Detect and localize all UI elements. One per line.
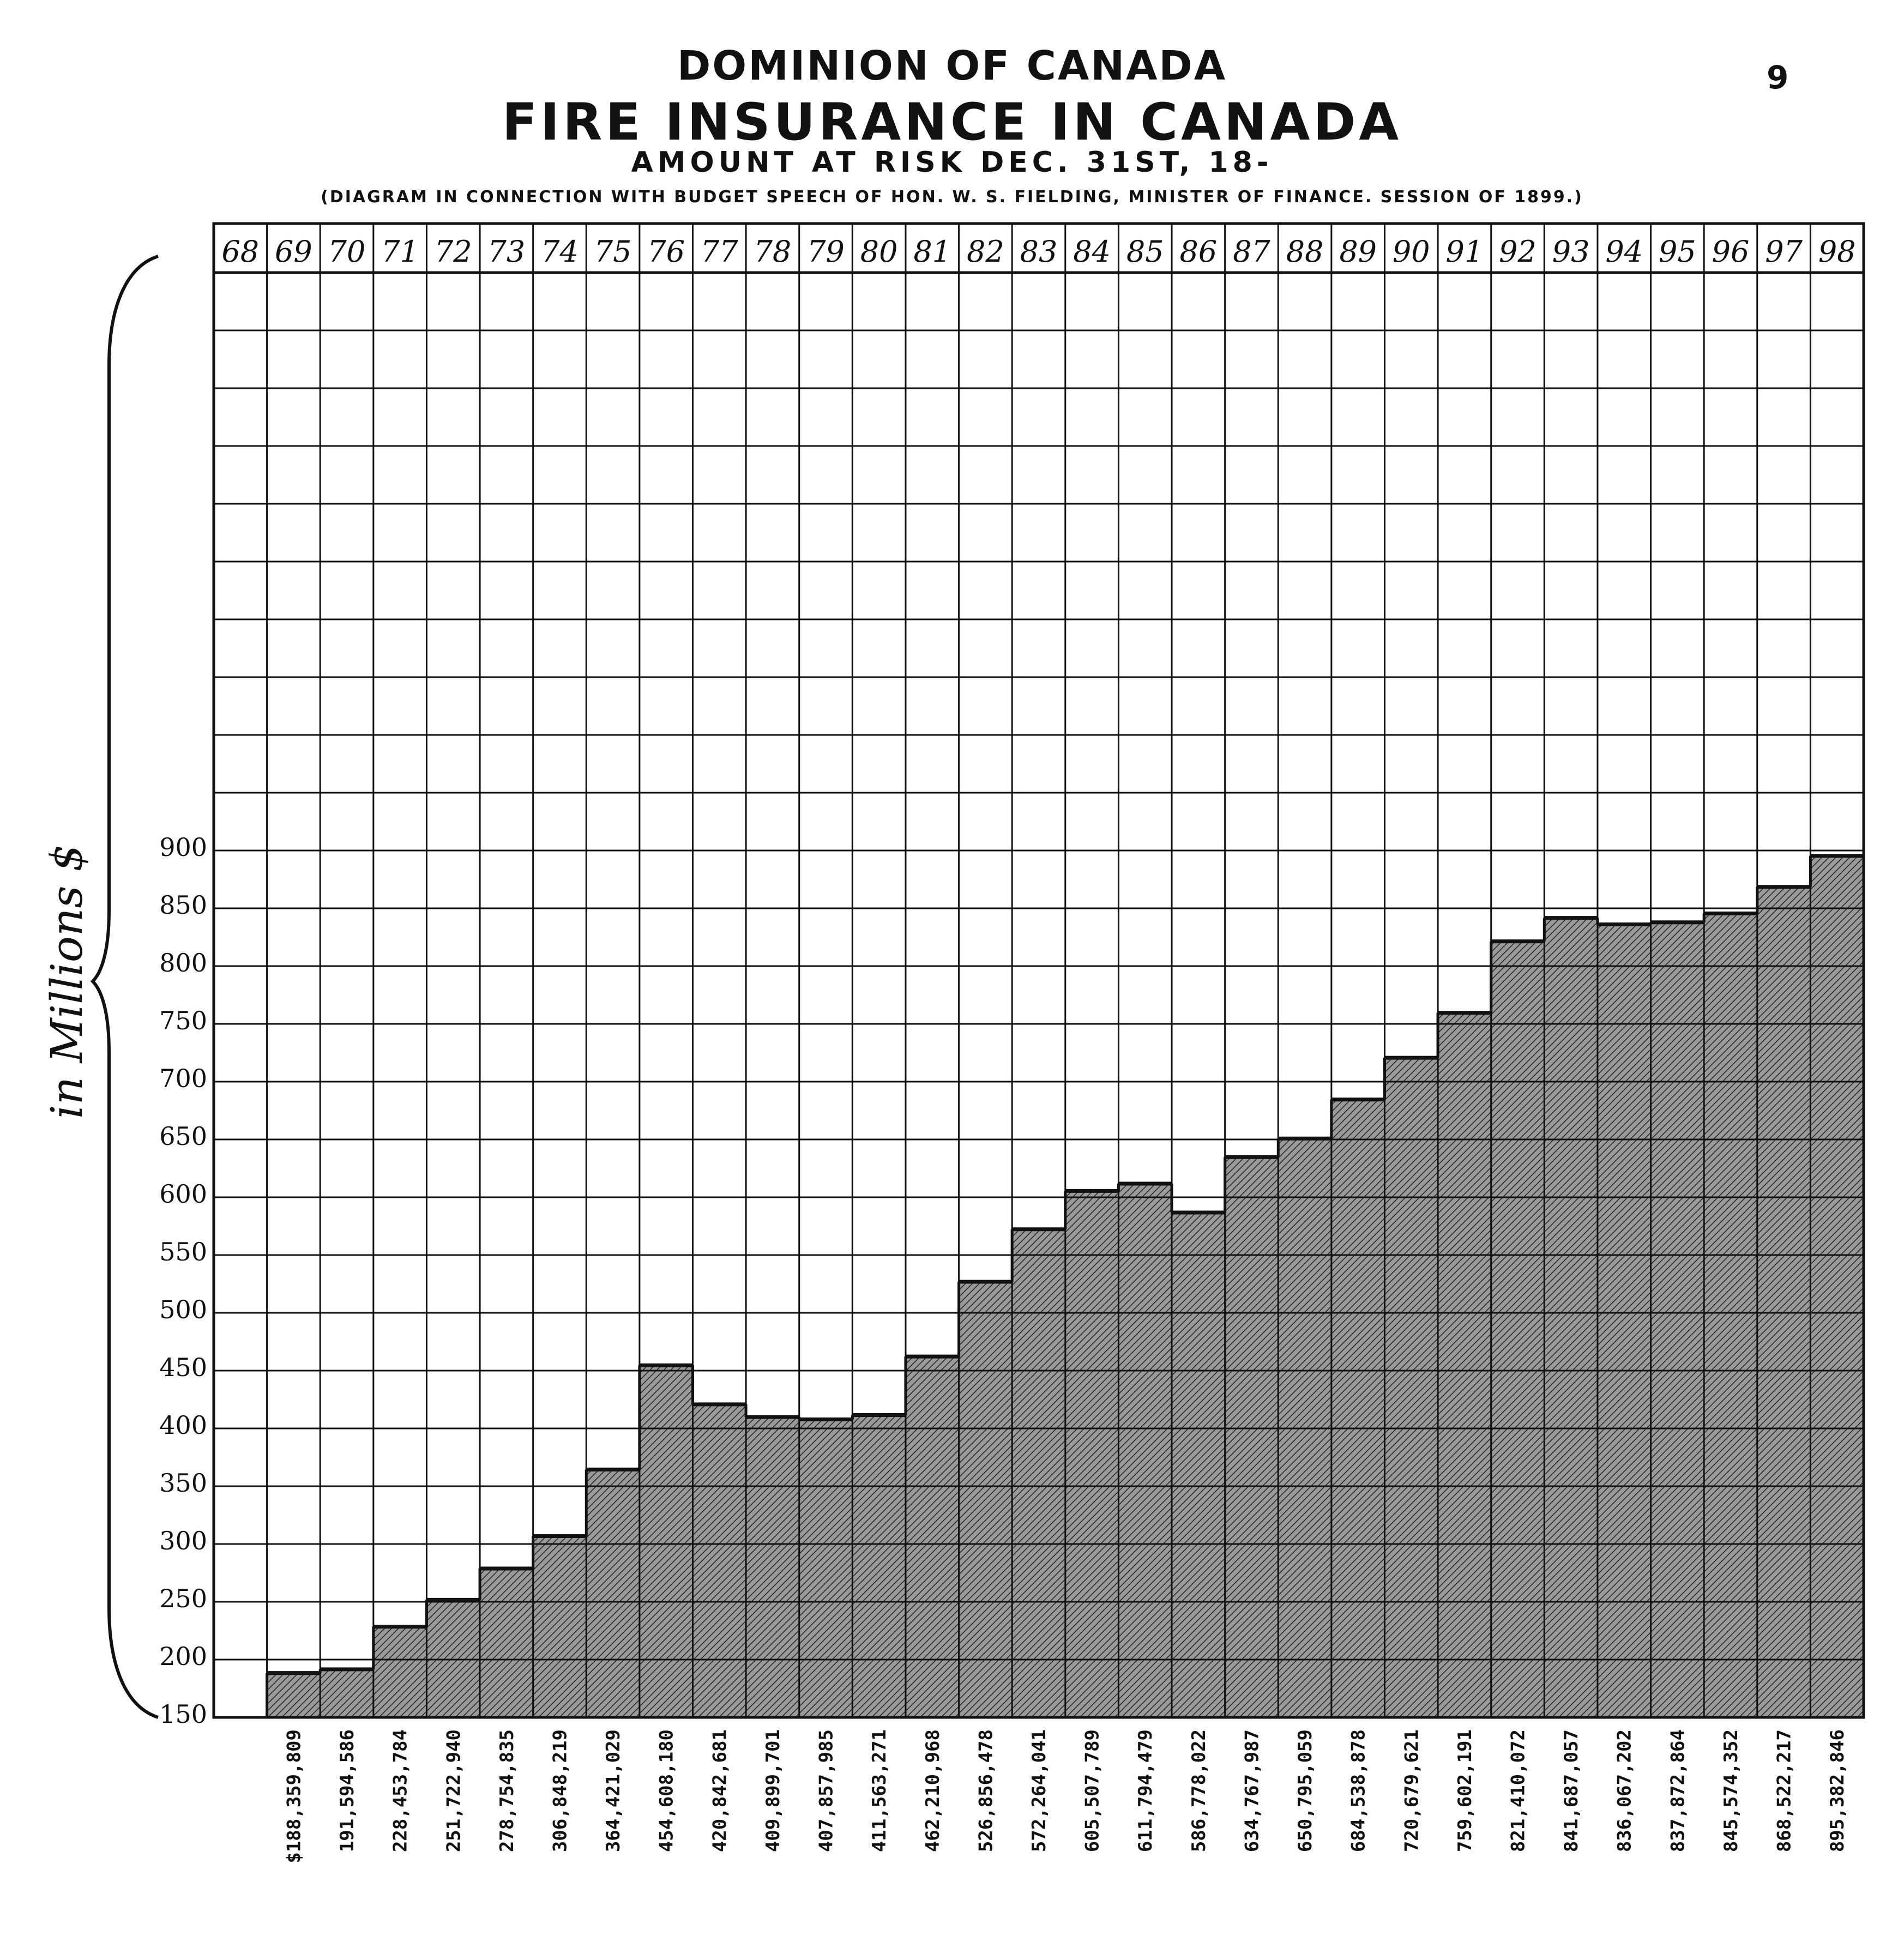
value-label-83: 572,264,041 — [1028, 1729, 1050, 1853]
year-label-87: 87 — [1233, 234, 1270, 269]
value-labels-row — [283, 1729, 1848, 1863]
year-label-97: 97 — [1765, 234, 1803, 269]
y-tick-300: 300 — [159, 1526, 207, 1555]
year-label-98: 98 — [1818, 234, 1856, 269]
y-tick-150: 150 — [159, 1699, 207, 1729]
year-label-89: 89 — [1339, 234, 1377, 269]
year-label-84: 84 — [1073, 234, 1111, 269]
y-tick-750: 750 — [159, 1006, 207, 1035]
y-tick-500: 500 — [159, 1295, 207, 1324]
value-label-79: 407,857,985 — [815, 1729, 837, 1853]
bar-95 — [1651, 922, 1704, 1717]
year-label-86: 86 — [1179, 234, 1218, 269]
bar-76 — [640, 1365, 693, 1717]
value-label-92: 821,410,072 — [1507, 1729, 1529, 1853]
year-label-88: 88 — [1286, 234, 1324, 269]
year-label-74: 74 — [541, 234, 579, 269]
y-tick-800: 800 — [159, 948, 207, 978]
y-tick-200: 200 — [159, 1642, 207, 1671]
bar-77 — [693, 1404, 746, 1717]
page-number: 9 — [1767, 59, 1789, 96]
y-tick-550: 550 — [159, 1237, 207, 1266]
y-axis-label: in Millions $ — [41, 844, 92, 1119]
bar-91 — [1438, 1013, 1491, 1717]
value-label-93: 841,687,057 — [1560, 1729, 1583, 1853]
bar-98 — [1810, 856, 1864, 1717]
value-label-90: 720,679,621 — [1401, 1729, 1423, 1853]
bar-70 — [320, 1669, 373, 1717]
bar-93 — [1544, 918, 1598, 1717]
year-label-96: 96 — [1712, 234, 1750, 269]
value-label-72: 251,722,940 — [443, 1729, 465, 1853]
year-label-79: 79 — [807, 234, 845, 269]
bar-92 — [1491, 942, 1545, 1717]
year-label-69: 69 — [275, 234, 312, 269]
value-label-95: 837,872,864 — [1667, 1729, 1689, 1853]
year-label-93: 93 — [1552, 234, 1590, 269]
year-label-68: 68 — [221, 234, 260, 269]
bar-74 — [533, 1536, 587, 1717]
year-label-92: 92 — [1499, 234, 1537, 269]
bar-80 — [852, 1415, 906, 1717]
y-tick-900: 900 — [159, 833, 207, 862]
value-label-87: 634,767,987 — [1241, 1729, 1263, 1853]
value-label-78: 409,899,701 — [762, 1729, 784, 1853]
chart-title: FIRE INSURANCE IN CANADA — [502, 93, 1402, 152]
y-axis-brace — [93, 256, 158, 1717]
y-tick-850: 850 — [159, 890, 207, 920]
bar-81 — [906, 1356, 959, 1717]
bar-84 — [1065, 1191, 1119, 1717]
bar-96 — [1704, 913, 1757, 1717]
value-label-86: 586,778,022 — [1188, 1729, 1210, 1853]
year-label-81: 81 — [913, 234, 951, 269]
year-label-91: 91 — [1445, 234, 1484, 269]
chart-subtitle: AMOUNT AT RISK DEC. 31ST, 18- — [631, 146, 1273, 179]
bar-78 — [746, 1417, 799, 1717]
y-tick-650: 650 — [159, 1121, 207, 1151]
value-label-82: 526,856,478 — [975, 1729, 997, 1853]
y-tick-350: 350 — [159, 1468, 207, 1498]
year-label-90: 90 — [1392, 234, 1430, 269]
year-label-83: 83 — [1020, 234, 1058, 269]
value-label-85: 611,794,479 — [1135, 1729, 1157, 1853]
value-label-75: 364,421,029 — [602, 1729, 625, 1853]
year-label-78: 78 — [754, 234, 792, 269]
year-label-95: 95 — [1658, 234, 1696, 269]
y-tick-450: 450 — [159, 1353, 207, 1382]
value-label-88: 650,795,059 — [1294, 1729, 1317, 1853]
bar-86 — [1172, 1213, 1225, 1717]
bar-73 — [480, 1569, 533, 1717]
value-label-96: 845,574,352 — [1720, 1729, 1742, 1853]
bar-79 — [799, 1419, 853, 1717]
bar-75 — [586, 1469, 640, 1717]
year-label-82: 82 — [967, 234, 1004, 269]
value-label-91: 759,602,191 — [1454, 1729, 1476, 1853]
y-tick-400: 400 — [159, 1410, 207, 1440]
brace-path — [93, 256, 158, 1717]
header-dominion: DOMINION OF CANADA — [677, 43, 1227, 89]
year-label-85: 85 — [1126, 234, 1164, 269]
value-label-80: 411,563,271 — [869, 1729, 891, 1853]
value-label-69: $188,359,809 — [283, 1729, 305, 1863]
year-label-71: 71 — [381, 234, 419, 269]
bar-82 — [959, 1282, 1013, 1717]
value-label-81: 462,210,968 — [921, 1729, 944, 1853]
bar-83 — [1012, 1229, 1065, 1717]
year-label-94: 94 — [1605, 234, 1643, 269]
value-label-97: 868,522,217 — [1773, 1729, 1795, 1853]
y-tick-600: 600 — [159, 1179, 207, 1209]
value-label-98: 895,382,846 — [1827, 1729, 1849, 1853]
bar-94 — [1598, 925, 1651, 1717]
year-label-76: 76 — [647, 234, 685, 269]
bar-72 — [426, 1600, 480, 1717]
bar-71 — [373, 1627, 427, 1717]
value-label-74: 306,848,219 — [549, 1729, 571, 1853]
bar-85 — [1118, 1184, 1172, 1717]
bar-89 — [1331, 1100, 1385, 1717]
bar-97 — [1757, 887, 1811, 1717]
value-label-94: 836,067,202 — [1613, 1729, 1636, 1853]
bar-87 — [1225, 1157, 1279, 1717]
chart-caption: (DIAGRAM IN CONNECTION WITH BUDGET SPEECH OF HON. W. S. FIELDING, MINISTER OF FINANCE. SESSION OF 1899.) — [321, 188, 1583, 207]
y-axis-ticks — [159, 833, 207, 1729]
value-label-77: 420,842,681 — [709, 1729, 731, 1853]
bar-90 — [1384, 1058, 1438, 1717]
year-label-72: 72 — [434, 234, 472, 269]
value-label-84: 605,507,789 — [1081, 1729, 1104, 1853]
value-label-71: 228,453,784 — [389, 1729, 412, 1853]
y-tick-700: 700 — [159, 1064, 207, 1093]
year-label-70: 70 — [328, 234, 366, 269]
year-label-77: 77 — [700, 234, 738, 269]
value-label-70: 191,594,586 — [336, 1729, 359, 1853]
year-label-73: 73 — [487, 234, 526, 269]
year-label-75: 75 — [594, 234, 632, 269]
year-label-80: 80 — [860, 234, 898, 269]
value-label-73: 278,754,835 — [496, 1729, 518, 1853]
bar-69 — [267, 1673, 321, 1717]
value-label-76: 454,608,180 — [655, 1729, 678, 1853]
y-tick-250: 250 — [159, 1584, 207, 1613]
value-label-89: 684,538,878 — [1347, 1729, 1370, 1853]
year-header-row — [221, 234, 1855, 269]
